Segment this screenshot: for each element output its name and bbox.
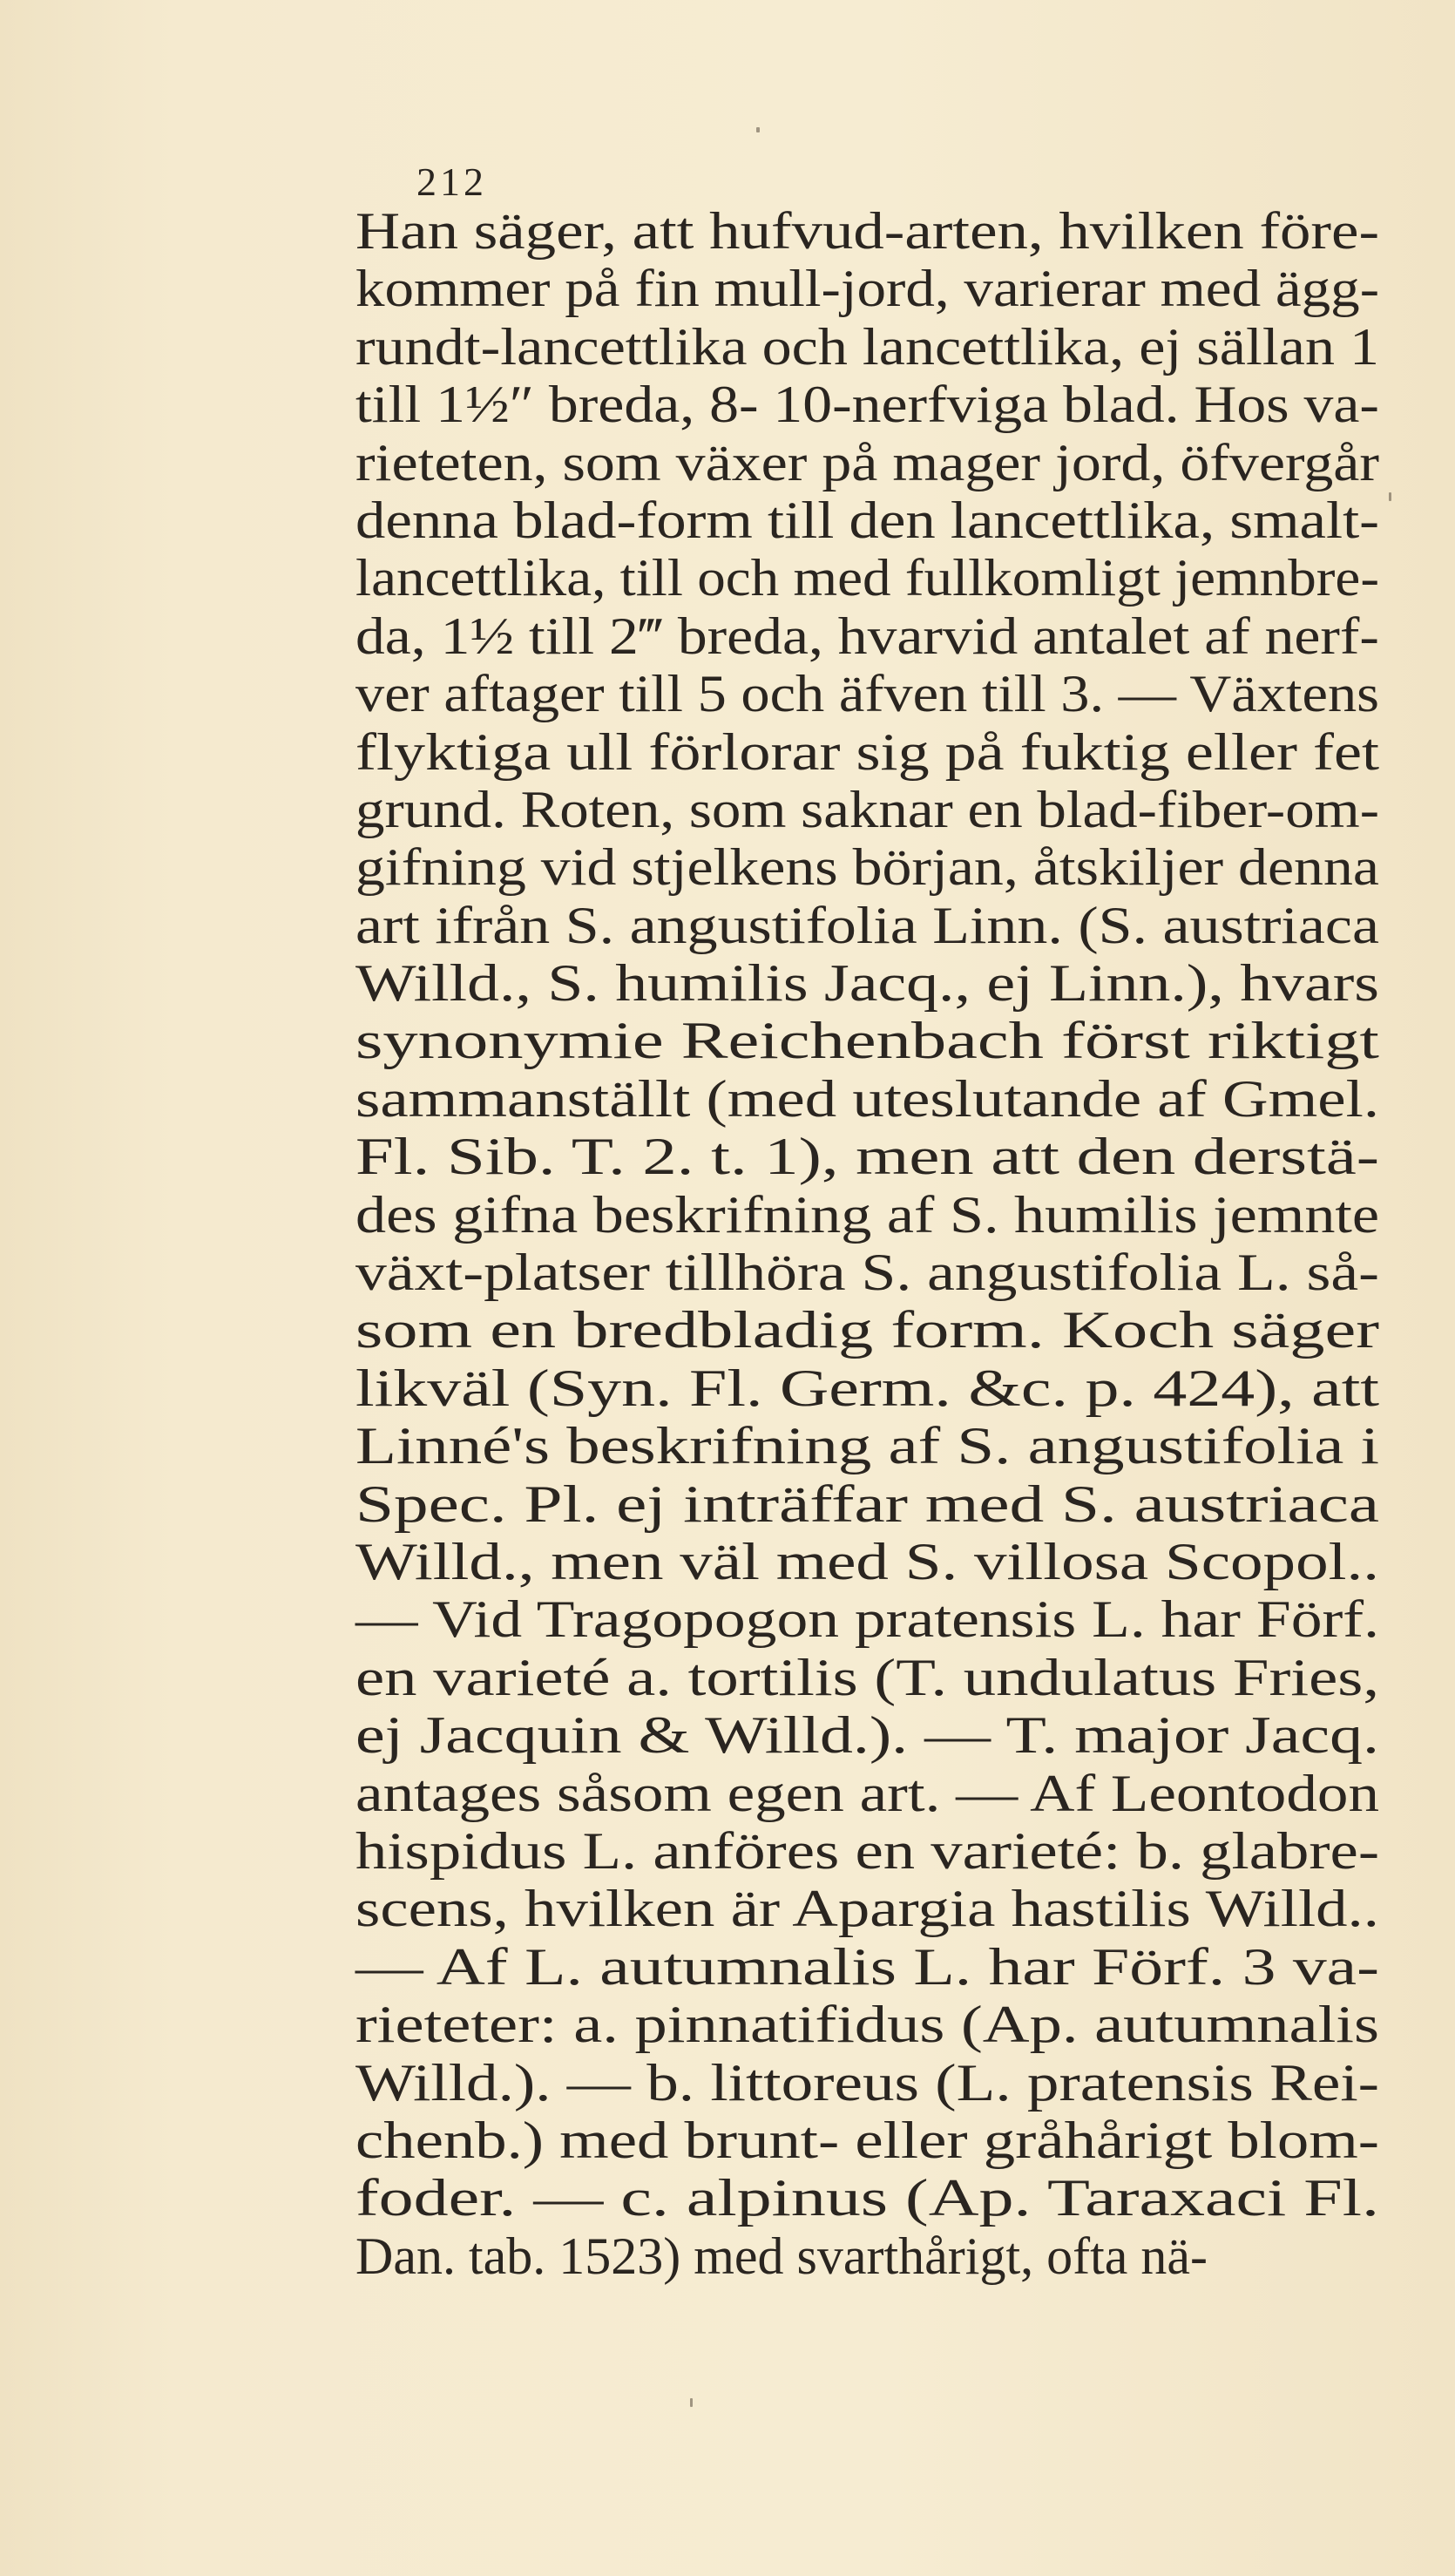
text-line-content: sammanställt (med uteslutande af Gmel. [355,1069,1380,1128]
text-line-content: scens, hvilken är Apargia hastilis Willd.. [355,1880,1379,1938]
text-line [355,1880,1379,1937]
text-line-content: lancettlika, till och med fullkomligt jemnbre- [355,549,1379,607]
text-line-content: foder. — c. alpinus (Ap. Taraxaci Fl. [355,2169,1380,2227]
text-line [355,838,1379,896]
text-line-content: Spec. Pl. ej inträffar med S. austriaca [355,1474,1379,1533]
text-line-content: flyktiga ull förlorar sig på fuktig eller fet [355,722,1380,781]
text-line-content: rundt-lancettlika och lancettlika, ej sällan 1 [355,317,1380,376]
text-line [355,1417,1379,1474]
text-line [355,2054,1379,2112]
text-line [355,202,1379,260]
text-line [355,260,1379,317]
text-line [355,781,1379,838]
text-line-content: till 1½″ breda, 8- 10-nerfviga blad. Hos va- [355,376,1379,434]
text-line [355,1590,1379,1648]
text-line [355,1012,1379,1069]
text-line-content: Dan. tab. 1523) med svarthårigt, ofta nä- [355,2227,1208,2285]
text-line-content: Willd., men väl med S. villosa Scopol.. [355,1532,1379,1590]
text-line-content: des gifna beskrifning af S. humilis jemnte [355,1185,1380,1244]
text-line-content: Willd.). — b. littoreus (L. pratensis Rei- [355,2053,1380,2112]
text-line-content: som en bredbladig form. Koch säger [355,1301,1380,1359]
text-line [355,376,1379,433]
text-line-content: en varieté a. tortilis (T. undulatus Fries, [355,1648,1380,1706]
text-line-content: grund. Roten, som saknar en blad-fiber-om- [355,780,1379,838]
text-line-content: kommer på fin mull-jord, varierar med ägg- [355,260,1380,318]
text-line [355,2169,1379,2227]
text-line [355,1475,1379,1533]
text-line [355,1938,1379,1996]
text-line-content: växt-platser tillhöra S. angustifolia L. så- [355,1244,1380,1302]
text-line [355,723,1379,781]
text-line [355,1706,1379,1764]
text-line [355,2112,1379,2169]
text-line-content: denna blad-form till den lancettlika, smalt- [355,491,1380,549]
print-speck [690,2398,693,2407]
text-line [355,2227,1379,2285]
text-line [355,434,1379,491]
text-line [355,1533,1379,1590]
text-line [355,491,1379,549]
text-line [355,1822,1379,1880]
text-line-content: Han säger, att hufvud-arten, hvilken före- [355,202,1380,260]
print-speck [1389,492,1391,501]
print-speck [756,127,760,132]
text-line-content: — Vid Tragopogon pratensis L. har Förf. [355,1590,1380,1649]
text-line-content: gifning vid stjelkens början, åtskiljer denna [355,838,1379,897]
text-line [355,549,1379,607]
text-line-content: ej Jacquin & Willd.). — T. major Jacq. [355,1706,1379,1765]
text-line-content: — Af L. autumnalis L. har Förf. 3 va- [355,1937,1379,1996]
text-line-content: Fl. Sib. T. 2. t. 1), men att den derstä- [355,1128,1380,1186]
text-line [355,1070,1379,1128]
text-line-content: da, 1½ till 2‴ breda, hvarvid antalet af nerf- [355,607,1379,665]
text-line-content: Linné's beskrifning af S. angustifolia i [355,1417,1380,1475]
text-line [355,318,1379,376]
text-line [355,1301,1379,1359]
text-line [355,665,1379,722]
text-line [355,954,1379,1012]
text-line [355,897,1379,954]
text-line-content: art ifrån S. angustifolia Linn. (S. austriaca [355,896,1379,954]
text-line [355,1359,1379,1417]
body-text [355,202,1379,2285]
text-line [355,1186,1379,1244]
text-line-content: hispidus L. anföres en varieté: b. glabre- [355,1821,1380,1880]
text-line-content: Willd., S. humilis Jacq., ej Linn.), hvars [355,954,1379,1013]
page-number: 212 [416,159,487,204]
text-line-content: chenb.) med brunt- eller gråhårigt blom- [355,2111,1380,2169]
text-line [355,1649,1379,1706]
text-line [355,1996,1379,2053]
text-line-content: rieteten, som växer på mager jord, öfvergår [355,433,1380,491]
text-line-content: ver aftager till 5 och äfven till 3. — Växtens [355,665,1379,723]
text-line [355,1244,1379,1301]
text-line [355,1765,1379,1822]
text-line-content: synonymie Reichenbach först riktigt [355,1012,1379,1070]
text-line-content: rieteter: a. pinnatifidus (Ap. autumnalis [355,1996,1379,2054]
text-line-content: likväl (Syn. Fl. Germ. &c. p. 424), att [355,1359,1380,1417]
text-line [355,607,1379,665]
text-line-content: antages såsom egen art. — Af Leontodon [355,1764,1380,1822]
text-line [355,1128,1379,1185]
